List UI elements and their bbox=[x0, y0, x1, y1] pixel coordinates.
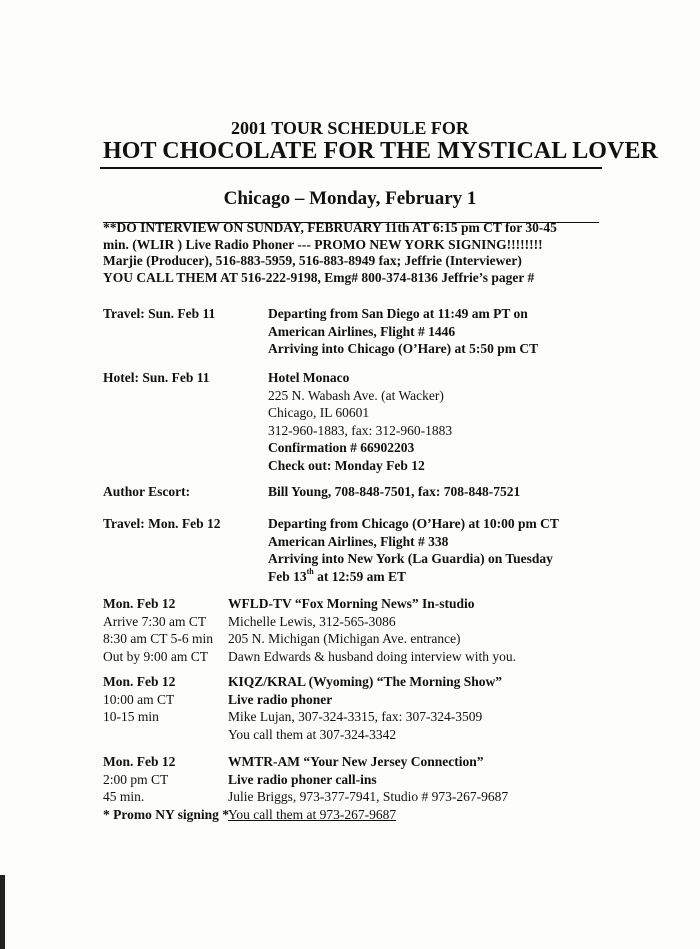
travel1-details bbox=[268, 305, 538, 358]
hotel-city: Chicago, IL 60601 bbox=[268, 405, 370, 420]
event-wmtr-details bbox=[228, 753, 508, 823]
scan-edge bbox=[0, 875, 5, 949]
event-detail: Mike Lujan, 307-324-3315, fax: 307-324-3509 bbox=[228, 709, 483, 724]
event-date: Mon. Feb 12 bbox=[103, 674, 176, 689]
event-subtitle: Live radio phoner bbox=[228, 691, 333, 707]
travel1-line: Departing from San Diego at 11:49 am PT on bbox=[268, 306, 528, 321]
call-them-underlined: You call them at 973-267-9687 bbox=[228, 806, 397, 822]
hotel-label: Hotel: Sun. Feb 11 bbox=[103, 370, 210, 385]
event-title: WMTR-AM “Your New Jersey Connection” bbox=[228, 754, 484, 769]
travel2-line: American Airlines, Flight # 338 bbox=[268, 533, 449, 549]
hotel-details bbox=[268, 369, 452, 474]
hotel-name: Hotel Monaco bbox=[268, 370, 350, 385]
hotel-address: 225 N. Wabash Ave. (at Wacker) bbox=[268, 387, 444, 403]
event-time: 45 min. bbox=[103, 789, 145, 804]
event-fox-times bbox=[103, 595, 213, 665]
event-wmtr-times bbox=[103, 753, 229, 823]
travel2-label: Travel: Mon. Feb 12 bbox=[103, 516, 221, 531]
event-detail: 205 N. Michigan (Michigan Ave. entrance) bbox=[228, 631, 461, 646]
promo-note: * Promo NY signing * bbox=[103, 806, 230, 822]
event-time: 10:00 am CT bbox=[103, 691, 175, 707]
event-time: Arrive 7:30 am CT bbox=[103, 613, 207, 629]
interview-note bbox=[103, 220, 557, 286]
schedule-heading: 2001 TOUR SCHEDULE FOR bbox=[231, 118, 469, 138]
title-rule bbox=[100, 167, 602, 169]
note-line: min. (WLIR ) Live Radio Phoner --- PROMO NEW YORK SIGNING!!!!!!!! bbox=[103, 236, 543, 252]
travel2-line: Departing from Chicago (O’Hare) at 10:00 pm CT bbox=[268, 516, 559, 531]
event-detail: Michelle Lewis, 312-565-3086 bbox=[228, 613, 396, 629]
travel1-line: Arriving into Chicago (O’Hare) at 5:50 pm CT bbox=[268, 341, 539, 356]
escort-label: Author Escort: bbox=[103, 484, 191, 499]
travel1-line: American Airlines, Flight # 1446 bbox=[268, 323, 456, 339]
note-line: **DO INTERVIEW ON SUNDAY, FEBRUARY 11th AT 6:15 pm CT for 30-45 bbox=[103, 220, 557, 235]
travel2-details bbox=[268, 515, 559, 585]
event-detail: Julie Briggs, 973-377-7941, Studio # 973-267-9687 bbox=[228, 789, 509, 804]
travel2-arrival: Feb 13th at 12:59 am ET bbox=[268, 566, 406, 584]
hotel-checkout: Check out: Monday Feb 12 bbox=[268, 457, 425, 473]
escort-value: Bill Young, 708-848-7501, fax: 708-848-7521 bbox=[268, 484, 521, 499]
event-title: WFLD-TV “Fox Morning News” In-studio bbox=[228, 596, 475, 611]
event-title: KIQZ/KRAL (Wyoming) “The Morning Show” bbox=[228, 674, 503, 689]
event-time: Out by 9:00 am CT bbox=[103, 648, 208, 664]
event-date: Mon. Feb 12 bbox=[103, 596, 176, 611]
event-fox-details bbox=[228, 595, 516, 665]
note-line: Marjie (Producer), 516-883-5959, 516-883-8949 fax; Jeffrie (Interviewer) bbox=[103, 253, 522, 268]
event-kiqz-details bbox=[228, 673, 502, 743]
book-title: HOT CHOCOLATE FOR THE MYSTICAL LOVER bbox=[103, 138, 659, 164]
event-detail: Dawn Edwards & husband doing interview with you. bbox=[228, 648, 516, 664]
event-date: Mon. Feb 12 bbox=[103, 754, 176, 769]
travel2-line: Arriving into New York (La Guardia) on Tuesday bbox=[268, 551, 553, 566]
event-time: 10-15 min bbox=[103, 709, 159, 724]
travel1-label: Travel: Sun. Feb 11 bbox=[103, 306, 216, 321]
event-detail: You call them at 307-324-3342 bbox=[228, 726, 397, 742]
event-subtitle: Live radio phoner call-ins bbox=[228, 771, 377, 787]
hotel-phone: 312-960-1883, fax: 312-960-1883 bbox=[268, 422, 453, 438]
event-kiqz-times bbox=[103, 673, 175, 726]
event-time: 2:00 pm CT bbox=[103, 771, 169, 787]
hotel-confirmation: Confirmation # 66902203 bbox=[268, 440, 415, 455]
city-date: Chicago – Monday, February 1 bbox=[223, 188, 477, 209]
event-time: 8:30 am CT 5-6 min bbox=[103, 631, 213, 646]
note-line: YOU CALL THEM AT 516-222-9198, Emg# 800-374-8136 Jeffrie’s pager # bbox=[103, 269, 535, 285]
